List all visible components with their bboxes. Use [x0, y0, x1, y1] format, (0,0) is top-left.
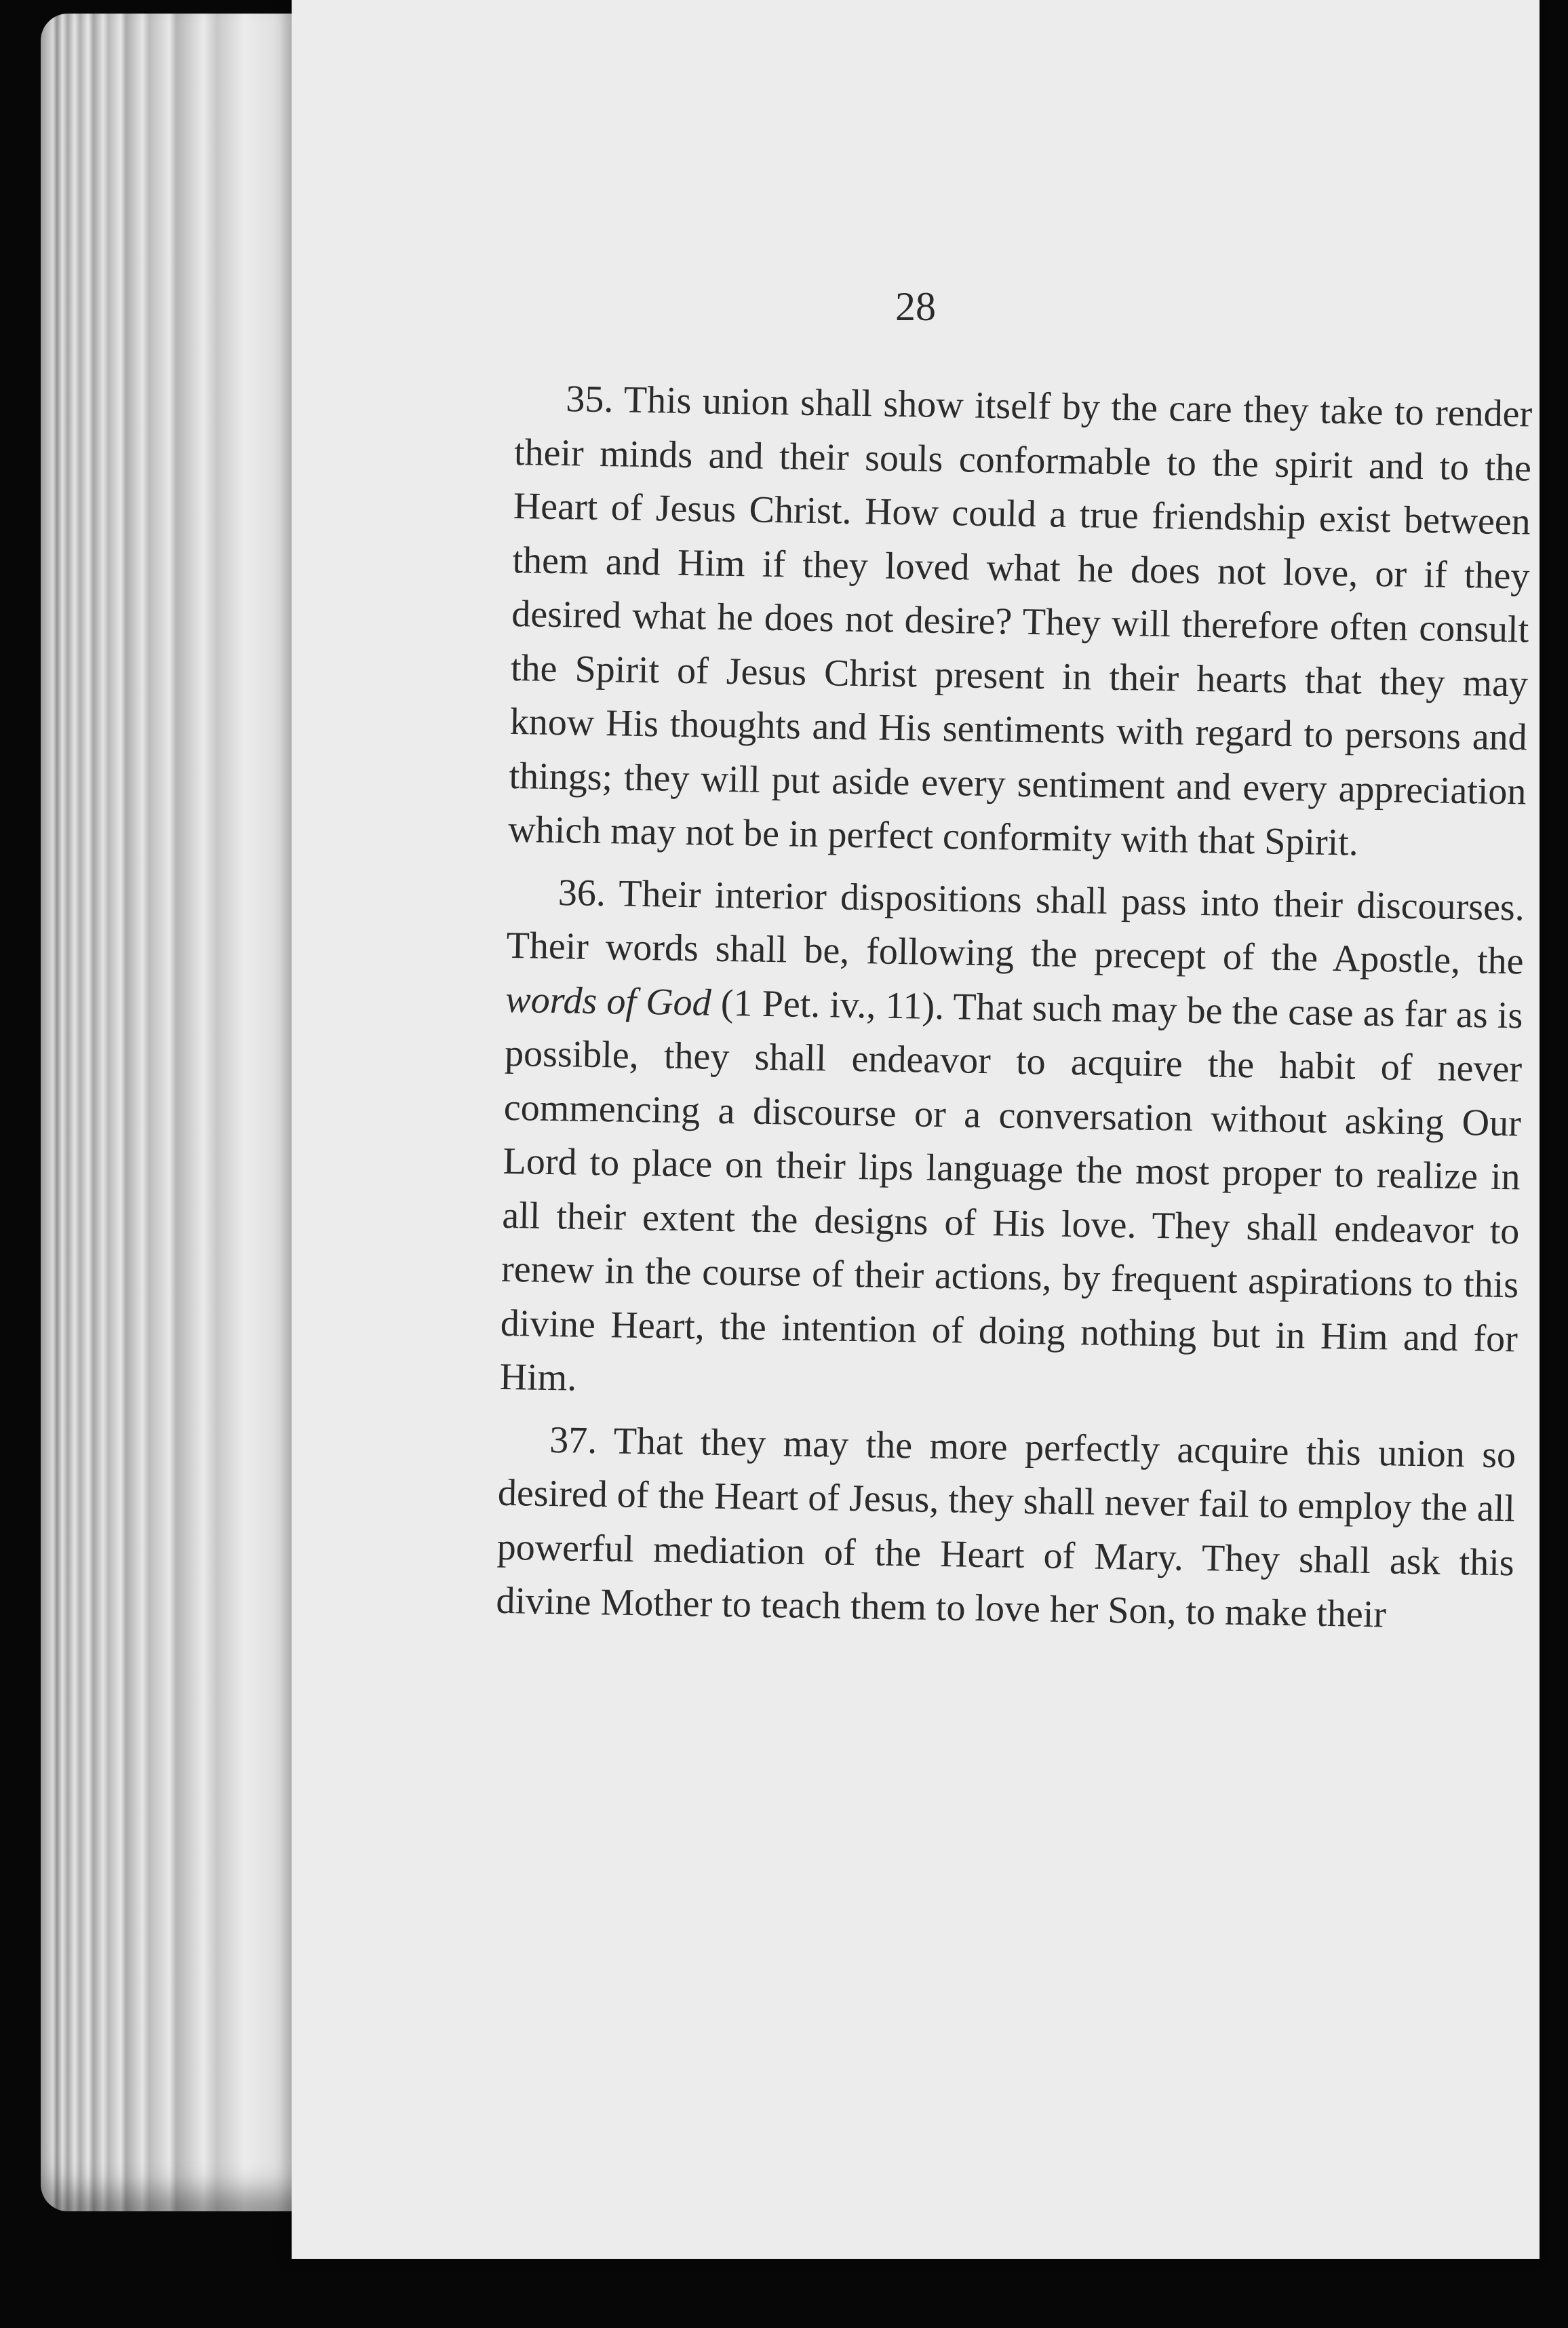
book-page [292, 0, 1540, 2259]
paragraph-35 [508, 372, 1533, 873]
paragraph-37 [496, 1412, 1516, 1644]
paragraph-text: 36. Their interior dispositions shall pass into their discourses. Their words shall be, following the precept of the Apostle, the [506, 871, 1525, 983]
italic-phrase: words of God [505, 978, 712, 1024]
paragraph-text: (1 Pet. iv., 11). That such may be the case as far as is possible, they shall endeavor to acquire the habit of never commencing a discourse or a conversation without asking Our Lord to place on their lips language the most proper to realize in all their extent the designs of His love. They shall endeavor to renew in the course of their actions, by frequent aspirations to this divine Heart, the intention of doing nothing but in Him and for Him. [499, 982, 1523, 1399]
body-text [496, 372, 1533, 1652]
page-edges [41, 14, 312, 2211]
paragraph-36 [499, 865, 1525, 1420]
paragraph-text: 35. This union shall show itself by the care they take to render their minds and their souls conformable to the spirit and to the Heart of Jesus Christ. How could a true friendship exist between them and Him if they loved what he does not love, or if they desired what he does not desire? They will therefore often consult the Spirit of Jesus Christ present in their hearts that they may know His thoughts and His sentiments with regard to persons and things; they will put aside every sentiment and every appreciation which may not be in perfect conformity with that Spirit. [507, 378, 1533, 864]
page-number: 28 [895, 284, 936, 329]
paragraph-text: 37. That they may the more perfectly acquire this union so desired of the Heart of Jesus, they shall never fail to employ the all powerful mediation of the Heart of Mary. They shall ask this divine Mother to teach them to love her Son, to make their [496, 1418, 1516, 1636]
